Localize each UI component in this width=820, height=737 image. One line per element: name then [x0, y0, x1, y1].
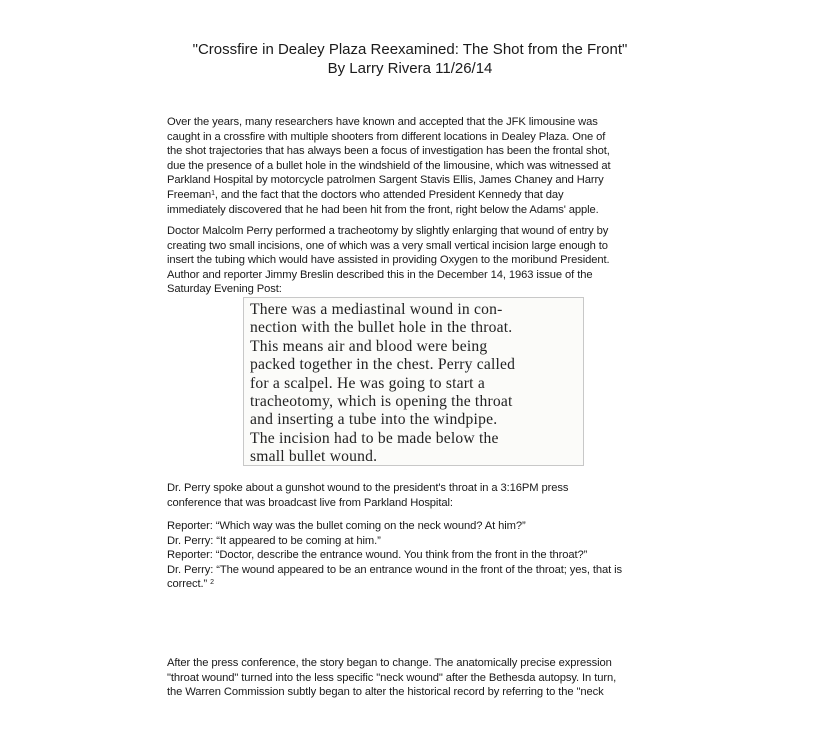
- text-line: Dr. Perry spoke about a gunshot wound to the president's throat in a 3:16PM press: [167, 482, 569, 494]
- text-line: creating two small incisions, one of which was a very small vertical incision large enough to: [167, 239, 608, 252]
- text-line: the shot trajectories that has always been a focus of investigation has been the frontal shot,: [167, 145, 610, 158]
- transcript-line: [167, 577, 657, 592]
- text-fragment: , and the fact that the doctors who attended President Kennedy that day: [214, 188, 564, 201]
- transcript-line: Reporter: “Doctor, describe the entrance wound. You think from the front in the throat?”: [167, 549, 588, 562]
- text-line: Over the years, many researchers have known and accepted that the JFK limousine was: [167, 116, 598, 128]
- footnote-marker: 1: [211, 189, 215, 197]
- text-line: caught in a crossfire with multiple shooters from different locations in Dealey Plaza. One of: [167, 130, 606, 143]
- text-line: the Warren Commission subtly began to alter the historical record by referring to the "neck: [167, 686, 604, 699]
- clipping-line: The incision had to be made below the: [250, 429, 499, 447]
- paragraph-aftermath: [167, 656, 657, 700]
- paragraph-intro: [167, 115, 657, 217]
- footnote-marker: 2: [210, 579, 214, 587]
- transcript-line: Dr. Perry: “It appeared to be coming at him.”: [167, 534, 381, 547]
- document-title: [0, 40, 820, 78]
- text-line: immediately discovered that he had been hit from the front, right below the Adams' apple.: [167, 203, 599, 216]
- paragraph-press-conference: [167, 481, 657, 510]
- text-line: Author and reporter Jimmy Breslin described this in the December 14, 1963 issue of the: [167, 268, 593, 281]
- clipping-line: nection with the bullet hole in the throat.: [250, 319, 513, 337]
- text-line: [167, 188, 657, 203]
- transcript-line: Reporter: “Which way was the bullet coming on the neck wound? At him?”: [167, 520, 526, 532]
- text-line: Doctor Malcolm Perry performed a tracheotomy by slightly enlarging that wound of entry by: [167, 225, 609, 237]
- text-fragment: correct.”: [167, 578, 211, 591]
- text-line: due the presence of a bullet hole in the windshield of the limousine, which was witnessed at: [167, 159, 611, 172]
- text-line: Parkland Hospital by motorcycle patrolmen Sargent Stavis Ellis, James Chaney and Harry: [167, 174, 604, 187]
- clipping-line: small bullet wound.: [250, 448, 378, 466]
- title-line: "Crossfire in Dealey Plaza Reexamined: The Shot from the Front": [192, 41, 628, 58]
- text-line: "throat wound" turned into the less specific "neck wound" after the Bethesda autopsy. In turn,: [167, 671, 617, 684]
- byline: By Larry Rivera 11/26/14: [327, 60, 493, 77]
- clipping-line: and inserting a tube into the windpipe.: [250, 411, 498, 429]
- clipping-line: There was a mediastinal wound in con-: [250, 301, 503, 318]
- text-line: Saturday Evening Post:: [167, 283, 282, 296]
- interview-transcript: [167, 519, 657, 592]
- paragraph-tracheotomy: [167, 224, 657, 297]
- text-fragment: Freeman: [167, 188, 212, 201]
- text-line: conference that was broadcast live from Parkland Hospital:: [167, 496, 453, 509]
- clipping-line: tracheotomy, which is opening the throat: [250, 393, 513, 411]
- transcript-line: Dr. Perry: “The wound appeared to be an entrance wound in the front of the throat; yes, that is: [167, 563, 623, 576]
- clipping-line: for a scalpel. He was going to start a: [250, 374, 485, 392]
- newspaper-clipping-image: [243, 297, 584, 466]
- text-line: After the press conference, the story began to change. The anatomically precise expression: [167, 657, 612, 669]
- clipping-line: This means air and blood were being: [250, 337, 488, 355]
- text-line: insert the tubing which would have assisted in providing Oxygen to the moribund President.: [167, 254, 610, 267]
- clipping-line: packed together in the chest. Perry called: [250, 356, 516, 374]
